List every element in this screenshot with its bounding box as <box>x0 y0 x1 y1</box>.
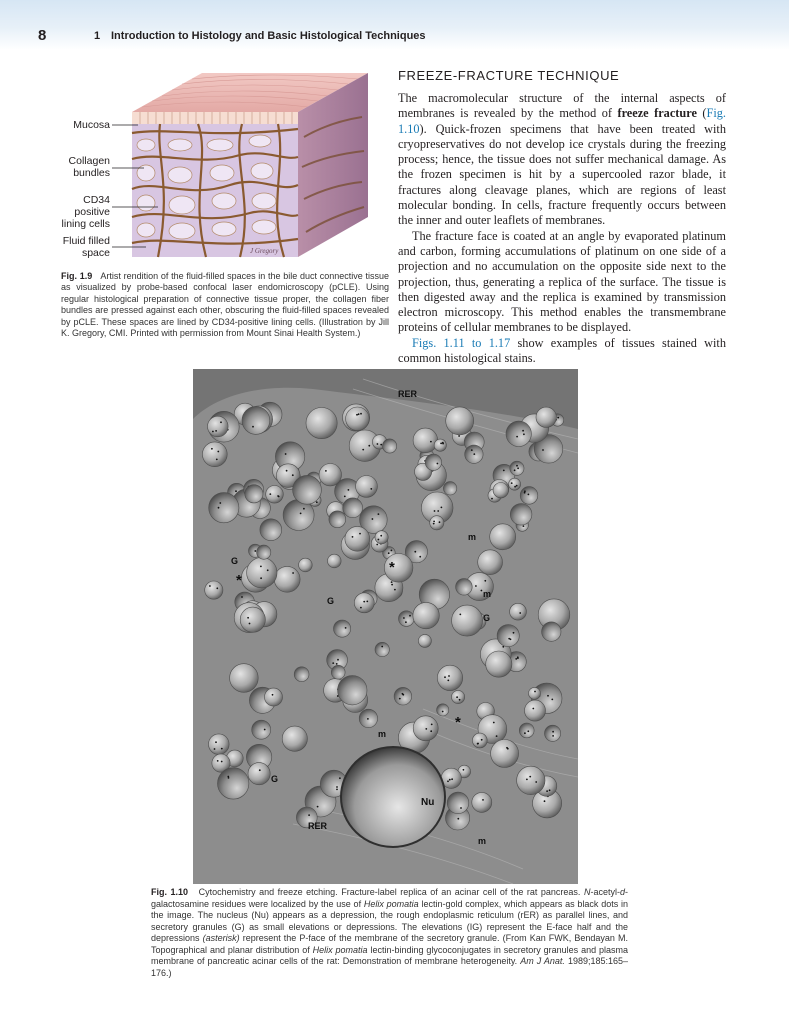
gold-particle <box>547 695 549 697</box>
gold-particle <box>277 495 279 497</box>
gold-particle <box>378 539 380 541</box>
secretory-granule <box>319 464 341 486</box>
gold-particle <box>332 662 334 664</box>
gold-particle <box>524 732 526 734</box>
figure-1-9 <box>60 67 390 272</box>
gold-particle <box>308 814 310 816</box>
secretory-granule <box>293 475 322 504</box>
gold-particle <box>516 436 518 438</box>
gold-particle <box>414 551 416 553</box>
gold-particle <box>399 698 401 700</box>
gold-particle <box>456 696 458 698</box>
secretory-granule <box>418 634 431 647</box>
gold-particle <box>463 769 465 771</box>
gold-particle <box>388 552 390 554</box>
gold-particle <box>228 777 230 779</box>
secretory-granule <box>230 664 259 693</box>
gold-particle <box>267 569 269 571</box>
gold-particle <box>514 486 516 488</box>
gold-particle <box>523 433 525 435</box>
gold-particle <box>368 445 370 447</box>
gold-particle <box>542 449 544 451</box>
gold-particle <box>552 735 554 737</box>
gold-particle <box>215 741 217 743</box>
gold-particle <box>345 627 347 629</box>
secretory-granule <box>375 642 389 656</box>
secretory-granule <box>338 676 367 705</box>
secretory-granule <box>274 566 300 592</box>
gold-particle <box>481 739 483 741</box>
gold-particle <box>459 699 461 701</box>
label-mucosa: Mucosa <box>73 119 110 131</box>
gold-particle <box>447 780 449 782</box>
figures-reference-link[interactable]: Figs. 1.11 to 1.17 <box>412 335 511 350</box>
secretory-granule <box>202 442 227 467</box>
label-g-2: G <box>327 596 335 606</box>
gold-particle <box>214 748 216 750</box>
label-g-1: G <box>231 556 239 566</box>
gold-particle <box>442 711 444 713</box>
gold-particle <box>220 421 222 423</box>
caption-label: Fig. 1.10 <box>151 887 189 897</box>
secretory-granule <box>242 407 270 435</box>
secretory-granule <box>510 461 524 475</box>
secretory-granule <box>452 690 465 703</box>
secretory-granule <box>520 487 538 505</box>
page-number: 8 <box>38 27 47 44</box>
gold-particle <box>391 584 393 586</box>
gold-particle <box>496 735 498 737</box>
secretory-granule <box>519 723 534 738</box>
gold-particle <box>359 533 361 535</box>
paragraph-2: The fracture face is coated at an angle by evaporated platinum and carbon, forming accumulations of platinum on one side of a projection and no accumulation on the opposite side next to the projection, thus, generating a replica of the surface. The tissue is then digested away and the replica is examined by transmission electron microscopy. This method enables the transmembrane proteins of cellular membranes to be displayed. <box>398 228 726 335</box>
secretory-granule <box>208 416 229 437</box>
gold-particle <box>260 566 262 568</box>
secretory-granule <box>343 498 363 518</box>
gold-particle <box>377 443 379 445</box>
gold-particle <box>221 761 223 763</box>
gold-particle <box>249 623 251 625</box>
gold-particle <box>549 789 551 791</box>
secretory-granule <box>430 516 444 530</box>
gold-particle <box>215 430 217 432</box>
gold-particle <box>522 430 524 432</box>
gold-particle <box>394 589 396 591</box>
gold-particle <box>380 444 382 446</box>
gold-particle <box>517 657 519 659</box>
gold-particle <box>292 572 294 574</box>
gold-particle <box>221 748 223 750</box>
gold-particle <box>439 521 441 523</box>
gold-particle <box>211 448 213 450</box>
gold-particle <box>515 658 517 660</box>
gold-particle <box>360 607 362 609</box>
secretory-granule <box>434 439 446 451</box>
secretory-granule <box>306 408 337 439</box>
gold-particle <box>516 485 518 487</box>
gold-particle <box>212 431 214 433</box>
secretory-granule <box>542 622 561 641</box>
secretory-granule <box>205 581 223 599</box>
caption-label: Fig. 1.9 <box>61 271 93 281</box>
gold-particle <box>403 617 405 619</box>
label-m-2: m <box>483 589 492 599</box>
gold-particle <box>339 777 341 779</box>
chapter-number: 1 <box>94 30 101 42</box>
label-m-4: m <box>478 836 487 846</box>
secretory-granule <box>375 531 388 544</box>
secretory-granule <box>328 554 342 568</box>
label-m-3: m <box>378 729 387 739</box>
gold-particle <box>356 414 358 416</box>
secretory-granule <box>510 603 527 620</box>
freeze-fracture-micrograph <box>193 369 578 884</box>
section-body <box>398 91 726 366</box>
gold-particle <box>516 465 518 467</box>
secretory-granule <box>472 792 492 812</box>
gold-particle <box>260 577 262 579</box>
secretory-granule <box>510 504 532 526</box>
gold-particle <box>434 510 436 512</box>
gold-particle <box>219 502 221 504</box>
gold-particle <box>493 722 495 724</box>
secretory-granule <box>525 700 546 721</box>
gold-particle <box>264 729 266 731</box>
gold-particle <box>528 494 530 496</box>
secretory-granule <box>497 625 519 647</box>
secretory-granule <box>248 763 270 785</box>
secretory-granule <box>478 550 503 575</box>
secretory-granule <box>413 602 439 628</box>
gold-particle <box>218 507 220 509</box>
gold-particle <box>358 413 360 415</box>
secretory-granule <box>472 733 487 748</box>
gold-particle <box>433 521 435 523</box>
gold-particle <box>405 621 407 623</box>
gold-particle <box>419 556 421 558</box>
gold-particle <box>544 800 546 802</box>
header-band <box>0 0 789 50</box>
label-rer-top: RER <box>398 389 418 399</box>
secretory-granule <box>345 526 370 551</box>
paragraph-3: Figs. 1.11 to 1.17 show examples of tissues stained with common histological stains. <box>398 335 726 366</box>
secretory-granule <box>529 687 541 699</box>
secretory-granule <box>456 579 473 596</box>
asterisk-marker-2: * <box>389 559 395 576</box>
gold-particle <box>292 474 294 476</box>
secretory-granule <box>265 688 283 706</box>
gold-particle <box>477 743 479 745</box>
gold-particle <box>391 550 393 552</box>
gold-particle <box>363 601 365 603</box>
secretory-granule <box>356 476 378 498</box>
gold-particle <box>209 585 211 587</box>
gold-particle <box>272 694 274 696</box>
gold-particle <box>442 442 444 444</box>
gold-particle <box>391 581 393 583</box>
gold-particle <box>503 470 505 472</box>
secretory-granule <box>446 407 474 435</box>
gold-particle <box>491 498 493 500</box>
gold-particle <box>473 453 475 455</box>
secretory-granule <box>331 665 345 679</box>
gold-particle <box>380 535 382 537</box>
gold-particle <box>252 426 254 428</box>
secretory-granule <box>447 792 469 814</box>
gold-particle <box>557 417 559 419</box>
gold-particle <box>433 523 435 525</box>
gold-particle <box>526 779 528 781</box>
gold-particle <box>409 615 411 617</box>
gold-particle <box>524 490 526 492</box>
secretory-granule <box>299 558 313 572</box>
label-g-3: G <box>483 613 491 623</box>
gold-particle <box>510 638 512 640</box>
asterisk-marker-1: * <box>236 572 242 589</box>
gold-particle <box>437 463 439 465</box>
secretory-granule <box>334 620 351 637</box>
gold-particle <box>441 507 443 509</box>
paragraph-1: The macromolecular structure of the internal aspects of membranes is revealed by the method of freeze fracture (Fig. 1.10). Quick-frozen specimens that have been treated with cryopreservatives do not develop ice crystals during the freezing process; hence, the tissue does not suffer mechanical damage. As the frozen specimen is hit by a supercooled razor blade, it fractures along cleavage planes, which are regions of least molecular bonding. In cells, fracture frequently occurs between the inner and outer leaflets of membranes. <box>398 91 726 228</box>
gold-particle <box>217 451 219 453</box>
gold-particle <box>303 508 305 510</box>
secretory-granule <box>329 511 346 528</box>
gold-particle <box>336 789 338 791</box>
secretory-granule <box>437 704 449 716</box>
gold-particle <box>551 699 553 701</box>
gold-particle <box>402 694 404 696</box>
gold-particle <box>344 496 346 498</box>
secretory-granule <box>354 593 374 613</box>
gold-particle <box>217 760 219 762</box>
caption-text: Artist rendition of the fluid-filled spaces in the bile duct connective tissue as visualized by probe-based confocal laser endomicroscopy (pCLE). Using regular histological preparation of connective tissue proper, the collagen fiber bundles are pressed against each other, obscuring the fluid-filled spaces revealed by pCLE. These spaces are lined by CD34-positive lining cells. (Illustration by Jill K. Gregory, CMI. Printed with permission from Mount Sinai Health System.) <box>61 271 389 339</box>
gold-particle <box>459 614 461 616</box>
section-title: FREEZE-FRACTURE TECHNIQUE <box>398 68 620 83</box>
gold-particle <box>378 513 380 515</box>
gold-particle <box>523 525 525 527</box>
secretory-granule <box>425 454 441 470</box>
secretory-granule <box>506 421 531 446</box>
gold-particle <box>325 470 327 472</box>
gold-particle <box>337 659 339 661</box>
chapter-title: Introduction to Histology and Basic Histological Techniques <box>111 30 426 42</box>
gold-particle <box>527 730 529 732</box>
label-collagen-bundles: Collagen bundles <box>68 155 110 179</box>
gold-particle <box>535 781 537 783</box>
gold-particle <box>546 790 548 792</box>
gold-particle <box>447 680 449 682</box>
gold-particle <box>484 580 486 582</box>
label-fluid-filled-space: Fluid filled space <box>62 235 110 259</box>
secretory-granule <box>394 687 412 705</box>
gold-particle <box>511 482 513 484</box>
gold-particle <box>300 513 302 515</box>
gold-particle <box>529 776 531 778</box>
secretory-granule <box>240 607 265 632</box>
gold-particle <box>552 731 554 733</box>
gold-particle <box>451 778 453 780</box>
gold-particle <box>362 449 364 451</box>
gold-particle <box>336 663 338 665</box>
secretory-granule <box>517 766 545 794</box>
gold-particle <box>532 708 534 710</box>
gold-particle <box>259 769 261 771</box>
label-m-1: m <box>468 532 477 542</box>
secretory-granule <box>209 734 230 755</box>
gold-particle <box>430 441 432 443</box>
gold-particle <box>336 786 338 788</box>
gold-particle <box>534 691 536 693</box>
gold-particle <box>254 550 256 552</box>
gold-particle <box>216 587 218 589</box>
gold-particle <box>285 453 287 455</box>
gold-particle <box>216 459 218 461</box>
gold-particle <box>370 488 372 490</box>
label-rer-bottom: RER <box>308 821 328 831</box>
secretory-granule <box>294 667 309 682</box>
secretory-granule <box>218 768 249 799</box>
secretory-granule <box>443 482 456 495</box>
secretory-granule <box>209 493 239 523</box>
gold-particle <box>437 510 439 512</box>
gold-particle <box>348 489 350 491</box>
secretory-granule <box>247 558 277 588</box>
secretory-granule <box>260 519 282 541</box>
gold-particle <box>317 806 319 808</box>
gold-particle <box>425 728 427 730</box>
gold-particle <box>376 544 378 546</box>
gold-particle <box>482 799 484 801</box>
secretory-granule <box>452 605 483 636</box>
illustrator-signature: J Gregory <box>250 247 279 255</box>
label-nucleus: Nu <box>421 797 435 808</box>
secretory-granule <box>245 485 263 503</box>
gold-particle <box>366 601 368 603</box>
gold-particle <box>449 779 451 781</box>
gold-particle <box>241 596 243 598</box>
gold-particle <box>372 518 374 520</box>
gold-particle <box>430 730 432 732</box>
gold-particle <box>431 724 433 726</box>
secretory-granule <box>346 407 370 431</box>
secretory-granule <box>252 720 271 739</box>
figure-1-10-caption: Fig. 1.10 Cytochemistry and freeze etching. Fracture-label replica of an acinar cell of the rat pancreas. N-acetyl-d-galactosamine residues were localized by the use of Helix pomatia lectin-gold complex, which appears as black dots in the image. The nucleus (Nu) appears as a depression, the rough endoplasmic reticulum (rER) as parallel lines, and secretory granules (G) as small elevations or depressions. The elevations (IG) represent the E-face half and the depressions (asterisk) represent the P-face of the membrane of the secretory granule. (From Kan FWK, Bendayan M. Topographical and planar distribution of Helix pomatia lectin-binding glycoconjugates in secretory granules and plasma membrane of pancreatic acinar cells of the rat: Demonstration of membrane heterogeneity. Am J Anat. 1989;185:165–176.) <box>151 887 629 978</box>
gold-particle <box>448 675 450 677</box>
gold-particle <box>367 718 369 720</box>
figure-reference-link[interactable]: Fig. 1.10 <box>398 106 726 136</box>
secretory-granule <box>383 439 397 453</box>
secretory-granule <box>491 740 519 768</box>
gold-particle <box>247 617 249 619</box>
gold-particle <box>440 443 442 445</box>
gold-particle <box>286 470 288 472</box>
secretory-granule <box>536 407 556 427</box>
gold-particle <box>458 435 460 437</box>
secretory-granule <box>486 651 512 677</box>
secretory-granule <box>282 726 307 751</box>
secretory-granule <box>509 478 521 490</box>
secretory-granule <box>490 524 516 550</box>
gold-particle <box>352 536 354 538</box>
secretory-granule <box>266 486 284 504</box>
gold-particle <box>381 646 383 648</box>
label-g-4: G <box>271 774 279 784</box>
secretory-granule <box>493 483 508 498</box>
gold-particle <box>360 413 362 415</box>
gold-particle <box>444 676 446 678</box>
secretory-granule <box>413 428 438 453</box>
gold-particle <box>460 807 462 809</box>
gold-particle <box>514 469 516 471</box>
secretory-granule <box>257 545 271 559</box>
micrograph-image <box>193 369 578 884</box>
gold-particle <box>471 449 473 451</box>
gold-particle <box>235 490 237 492</box>
gold-particle <box>519 612 521 614</box>
gold-particle <box>316 501 318 503</box>
gold-particle <box>507 748 509 750</box>
secretory-granule <box>545 725 561 741</box>
gold-particle <box>269 493 271 495</box>
gold-particle <box>475 585 477 587</box>
gold-particle <box>517 467 519 469</box>
label-cd34-lining-cells: CD34 positive lining cells <box>61 194 110 230</box>
secretory-granule <box>437 665 462 690</box>
asterisk-marker-3: * <box>455 714 461 731</box>
gold-particle <box>457 818 459 820</box>
secretory-granule <box>399 611 415 627</box>
gold-particle <box>513 632 515 634</box>
figure-1-9-caption <box>61 271 389 339</box>
